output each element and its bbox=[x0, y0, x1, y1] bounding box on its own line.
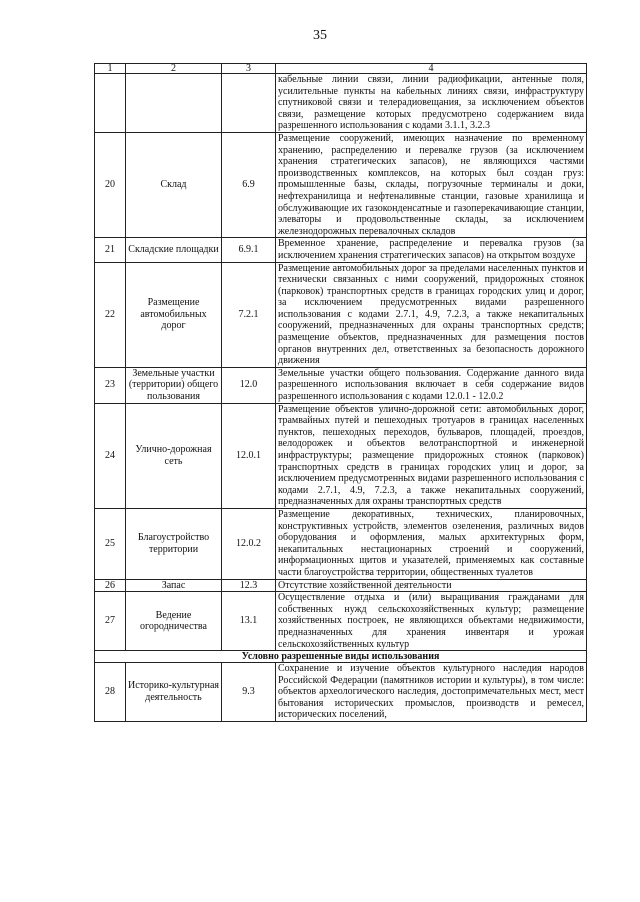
row-code: 6.9 bbox=[222, 132, 276, 237]
row-description: Сохранение и изучение объектов культурного наследия народов Российской Федерации (памятников истории и культуры), в том числе: объектов археологического наследия, достопримечательных мест, мест бытования исторических промыслов, производств и ремесел, исторических поселений, bbox=[276, 663, 587, 722]
header-col-4: 4 bbox=[276, 64, 587, 74]
row-name: Складские площадки bbox=[126, 238, 222, 262]
table-row bbox=[95, 579, 587, 592]
row-description: Размещение декоративных, технических, планировочных, конструктивных устройств, элементов озеленения, различных видов оборудования и оформления, малых архитектурных форм, некапитальных нестационарных строений и сооружений, информационных щитов и указателей, применяемых как составные части благоустройства территории, общественных туалетов bbox=[276, 508, 587, 579]
continuation-row bbox=[95, 74, 587, 133]
row-number: 23 bbox=[95, 367, 126, 403]
table-row bbox=[95, 367, 587, 403]
section-title: Условно разрешенные виды использования bbox=[95, 651, 587, 663]
row-number: 25 bbox=[95, 508, 126, 579]
table-header-row bbox=[95, 64, 587, 74]
row-code: 12.3 bbox=[222, 579, 276, 592]
row-code: 7.2.1 bbox=[222, 262, 276, 367]
row-description: Осуществление отдыха и (или) выращивания гражданами для собственных нужд сельскохозяйственных культур; размещение хозяйственных построек, не являющихся объектами недвижимости, предназначенных для хранения инвентаря и урожая сельскохозяйственных культур bbox=[276, 592, 587, 651]
row-code: 6.9.1 bbox=[222, 238, 276, 262]
header-col-1: 1 bbox=[95, 64, 126, 74]
row-description: Отсутствие хозяйственной деятельности bbox=[276, 579, 587, 592]
table-row bbox=[95, 592, 587, 651]
table-row bbox=[95, 663, 587, 722]
row-name: Запас bbox=[126, 579, 222, 592]
header-col-2: 2 bbox=[126, 64, 222, 74]
row-description: Размещение объектов улично-дорожной сети: автомобильных дорог, трамвайных путей и пешеходных тротуаров в границах населенных пунктов, пешеходных переходов, бульваров, площадей, проездов, велодорожек и объектов велотранспортной и инженерной инфраструктуры; размещение придорожных стоянок (парковок) транспортных средств в границах городских улиц и дорог, за исключением предусмотренных видами разрешенного использования с кодами 2.7.1, 4.9, 7.2.3, а также некапитальных сооружений, предназначенных для охраны транспортных средств bbox=[276, 403, 587, 508]
table-row bbox=[95, 262, 587, 367]
row-code: 12.0.1 bbox=[222, 403, 276, 508]
continuation-description: кабельные линии связи, линии радиофикации, антенные поля, усилительные пункты на кабельных линиях связи, инфраструктуру спутниковой связи и телерадиовещания, за исключением объектов связи, размещение которых предусмотрено содержанием вида разрешенного использования с кодами 3.1.1, 3.2.3 bbox=[276, 74, 587, 133]
row-description: Временное хранение, распределение и перевалка грузов (за исключением хранения стратегических запасов) на открытом воздухе bbox=[276, 238, 587, 262]
land-use-table bbox=[94, 63, 587, 722]
table-row bbox=[95, 403, 587, 508]
row-code: 13.1 bbox=[222, 592, 276, 651]
row-name: Историко-культурная деятельность bbox=[126, 663, 222, 722]
row-name: Размещение автомобильных дорог bbox=[126, 262, 222, 367]
header-col-3: 3 bbox=[222, 64, 276, 74]
row-name: Улично-дорожная сеть bbox=[126, 403, 222, 508]
row-number: 28 bbox=[95, 663, 126, 722]
row-number: 20 bbox=[95, 132, 126, 237]
row-description: Размещение сооружений, имеющих назначение по временному хранению, распределению и перевалке грузов (за исключением хранения стратегических запасов), не являющихся частями производственных комплексов, на которых был создан груз: промышленные базы, склады, погрузочные терминалы и доки, нефтехранилища и нефтеналивные станции, газовые хранилища и обслуживающие их газоконденсатные и газоперекачивающие станции, элеваторы и продовольственные склады, за исключением железнодорожных перевалочных складов bbox=[276, 132, 587, 237]
row-name: Склад bbox=[126, 132, 222, 237]
row-number: 21 bbox=[95, 238, 126, 262]
row-name: Земельные участки (территории) общего пользования bbox=[126, 367, 222, 403]
row-code: 12.0 bbox=[222, 367, 276, 403]
row-name: Ведение огородничества bbox=[126, 592, 222, 651]
table-row bbox=[95, 238, 587, 262]
row-code: 9.3 bbox=[222, 663, 276, 722]
table-row bbox=[95, 132, 587, 237]
row-number: 24 bbox=[95, 403, 126, 508]
page-number: 35 bbox=[313, 28, 327, 43]
row-description: Земельные участки общего пользования. Содержание данного вида разрешенного использования включает в себя содержание видов разрешенного использования с кодами 12.0.1 - 12.0.2 bbox=[276, 367, 587, 403]
row-number: 26 bbox=[95, 579, 126, 592]
row-number: 27 bbox=[95, 592, 126, 651]
row-name: Благоустройство территории bbox=[126, 508, 222, 579]
row-description: Размещение автомобильных дорог за пределами населенных пунктов и технически связанных с ними сооружений, придорожных стоянок (парковок) транспортных средств в границах городских улиц и дорог, за исключением предусмотренных видами разрешенного использования с кодами 2.7.1, 4.9, 7.2.3, а также некапитальных сооружений, предназначенных для охраны транспортных средств; размещение объектов, предназначенных для размещения постов органов внутренних дел, ответственных за безопасность дорожного движения bbox=[276, 262, 587, 367]
section-header-row bbox=[95, 651, 587, 663]
row-number: 22 bbox=[95, 262, 126, 367]
row-code: 12.0.2 bbox=[222, 508, 276, 579]
table-row bbox=[95, 508, 587, 579]
